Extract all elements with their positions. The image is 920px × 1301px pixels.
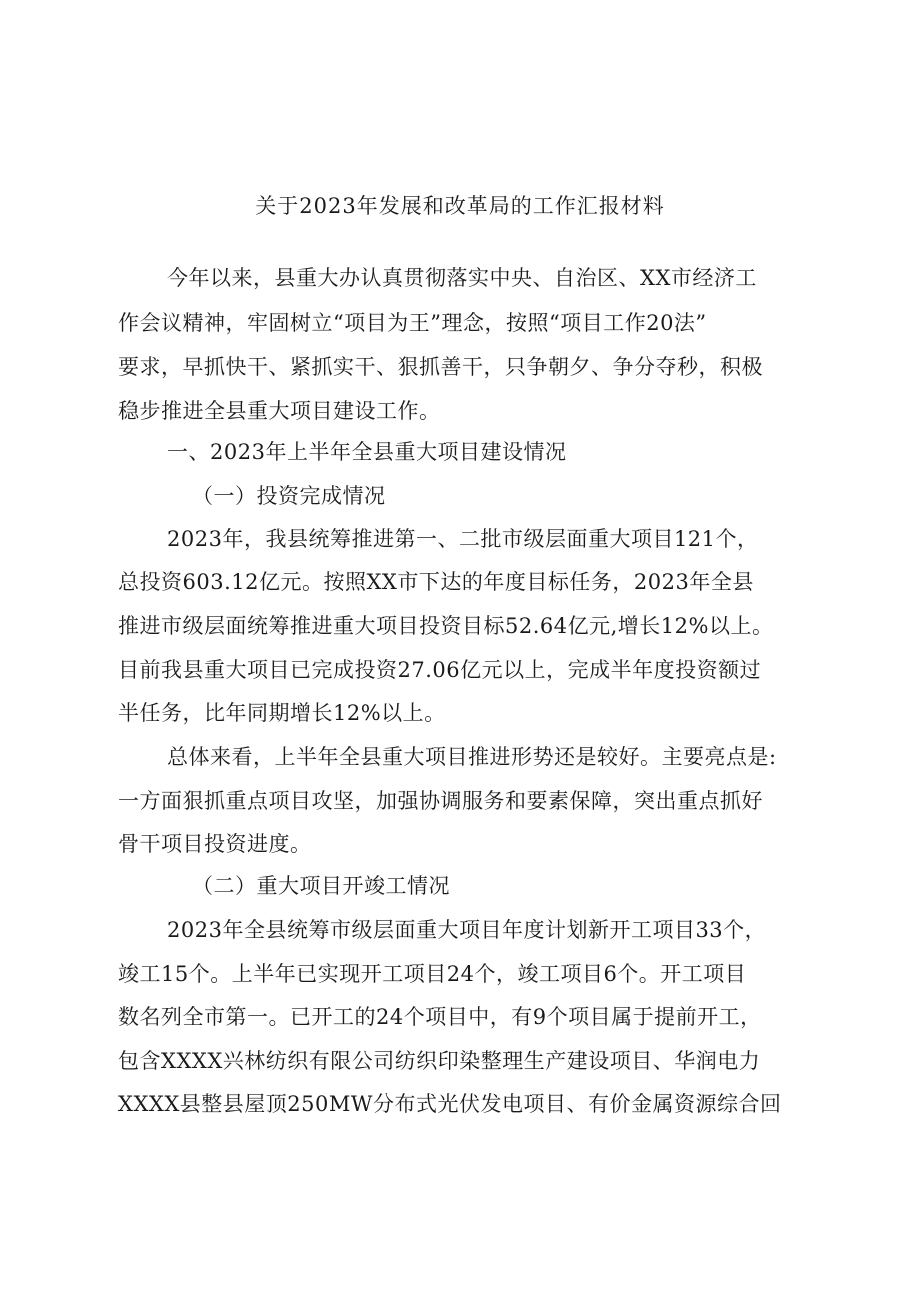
subsection-2-heading: （二）重大项目开竣工情况 [192, 874, 450, 898]
document-title: 关于2023年发展和改革局的工作汇报材料 [255, 194, 665, 218]
intro-line-2: 作会议精神，牢固树立“项目为王”理念，按照“项目工作20法” [118, 311, 707, 335]
section-1-heading: 一、2023年上半年全县重大项目建设情况 [167, 440, 567, 464]
projects-line-1: 2023年全县统筹市级层面重大项目年度计划新开工项目33个， [167, 918, 767, 942]
projects-line-2: 竣工15个。上半年已实现开工项目24个，竣工项目6个。开工项目 [118, 962, 747, 986]
investment-line-3: 推进市级层面统筹推进重大项目投资目标52.64亿元,增长12%以上。 [118, 614, 774, 638]
projects-line-5: XXXX县整县屋顶250MW分布式光伏发电项目、有价金属资源综合回 [118, 1092, 782, 1116]
subsection-1-heading: （一）投资完成情况 [192, 484, 386, 508]
projects-line-3: 数名列全市第一。已开工的24个项目中，有9个项目属于提前开工， [118, 1005, 762, 1029]
overall-line-3: 骨干项目投资进度。 [118, 832, 312, 856]
overall-line-1: 总体来看，上半年全县重大项目推进形势还是较好。主要亮点是: [167, 745, 777, 769]
investment-line-5: 半任务，比年同期增长12%以上。 [118, 701, 446, 725]
overall-line-2: 一方面狠抓重点项目攻坚，加强协调服务和要素保障，突出重点抓好 [118, 789, 763, 813]
projects-line-4: 包含XXXX兴林纺织有限公司纺织印染整理生产建设项目、华润电力 [118, 1049, 761, 1073]
investment-line-2: 总投资603.12亿元。按照XX市下达的年度目标任务，2023年全县 [118, 570, 754, 594]
intro-line-1: 今年以来，县重大办认真贯彻落实中央、自治区、XX市经济工 [167, 266, 757, 290]
intro-line-3: 要求，早抓快干、紧抓实干、狠抓善干，只争朝夕、争分夺秒，积极 [118, 355, 763, 379]
investment-line-1: 2023年，我县统筹推进第一、二批市级层面重大项目121个， [167, 527, 759, 551]
investment-line-4: 目前我县重大项目已完成投资27.06亿元以上，完成半年度投资额过 [118, 658, 762, 682]
intro-line-4: 稳步推进全县重大项目建设工作。 [118, 399, 441, 423]
